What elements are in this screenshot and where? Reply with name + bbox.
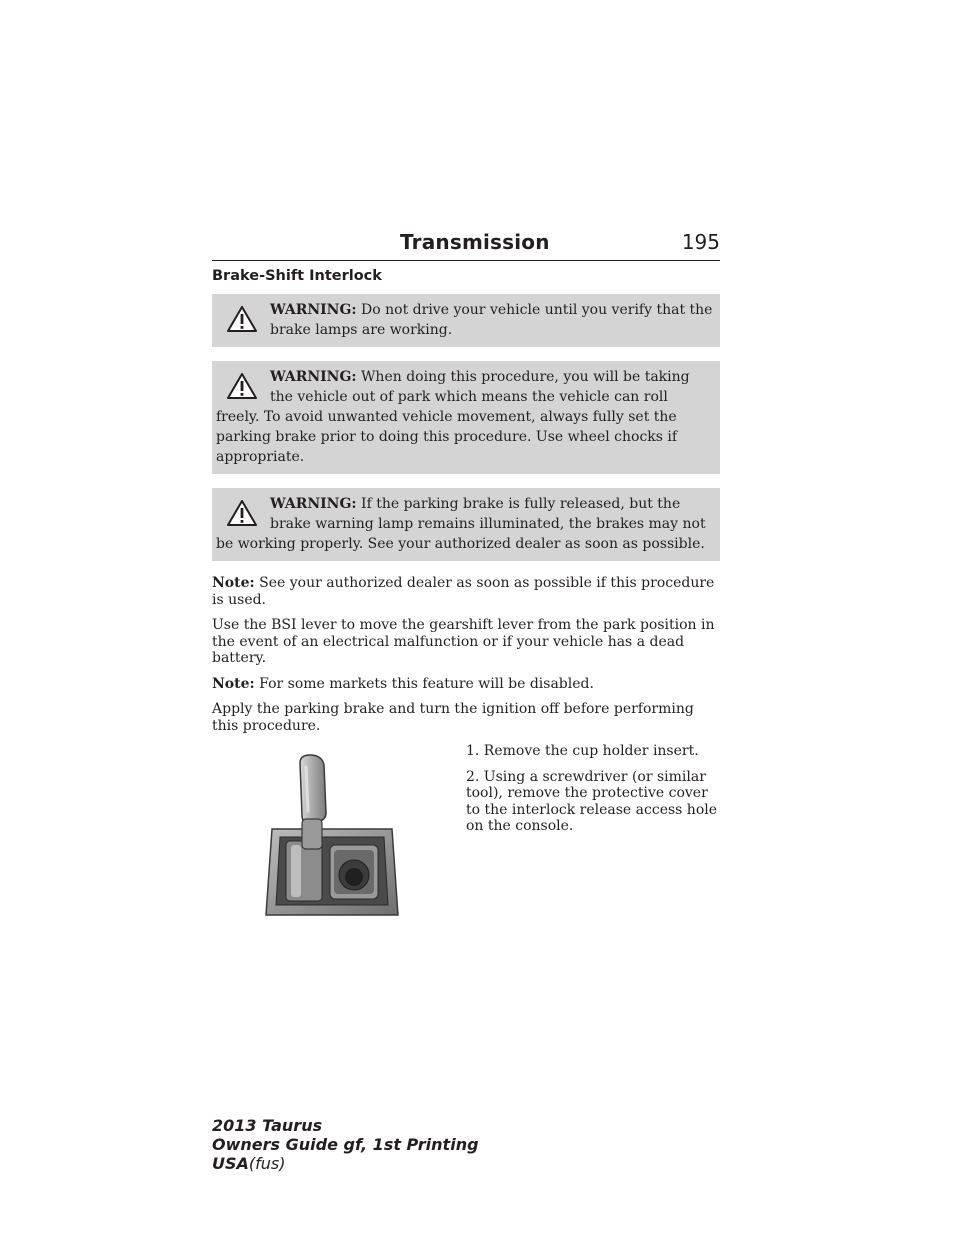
footer-line: [212, 1154, 479, 1173]
note-text: For some markets this feature will be disabled.: [259, 675, 594, 692]
page-header: [212, 228, 720, 261]
step-item: 1. Remove the cup holder insert.: [466, 743, 699, 759]
step-item: 2. Using a screwdriver (or similar tool), remove the protective cover to the interlock release access hole on the console.: [466, 768, 718, 834]
footer-market-code: (fus): [248, 1154, 286, 1173]
section-title: Transmission: [400, 230, 550, 254]
warning-text: When doing this procedure, you will be taking the vehicle out of park which means the vehicle can roll freely. To avoid unwanted vehicle movement, always fully set the parking brake prior to doing this procedure. Use wheel chocks if appropriate.: [216, 369, 690, 465]
page-content: [212, 268, 720, 933]
figure-row: [212, 743, 720, 933]
footer-line: 2013 Taurus: [212, 1116, 323, 1135]
warning-box: [212, 488, 720, 561]
body-paragraph: Apply the parking brake and turn the ignition off before performing this procedure.: [212, 701, 694, 734]
footer-line: Owners Guide gf, 1st Printing: [212, 1135, 479, 1154]
footer-country: USA: [212, 1154, 249, 1173]
note-paragraph: [212, 575, 720, 608]
page-footer: [212, 1116, 479, 1173]
note-label: Note:: [212, 675, 255, 692]
gearshift-console-illustration: [264, 753, 404, 923]
warning-text: If the parking brake is fully released, but the brake warning lamp remains illuminated, the brakes may not be working properly. See your authorized dealer as soon as possible.: [216, 496, 706, 552]
warning-triangle-icon: [222, 500, 262, 530]
warning-label: WARNING:: [270, 369, 357, 385]
section-heading: Brake-Shift Interlock: [212, 268, 382, 284]
note-paragraph: [212, 676, 720, 693]
warning-label: WARNING:: [270, 496, 357, 512]
warning-text: Do not drive your vehicle until you verify that the brake lamps are working.: [270, 302, 713, 338]
warning-box: [212, 361, 720, 474]
note-label: Note:: [212, 575, 255, 591]
warning-label: WARNING:: [270, 302, 357, 318]
warning-box: [212, 294, 720, 347]
page-number: 195: [681, 230, 720, 254]
body-paragraph: Use the BSI lever to move the gearshift lever from the park position in the event of an electrical malfunction or if your vehicle has a dead battery.: [212, 617, 715, 666]
warning-triangle-icon: [222, 306, 262, 336]
procedure-steps: [466, 743, 720, 844]
note-text: See your authorized dealer as soon as possible if this procedure is used.: [212, 575, 715, 608]
warning-triangle-icon: [222, 373, 262, 403]
